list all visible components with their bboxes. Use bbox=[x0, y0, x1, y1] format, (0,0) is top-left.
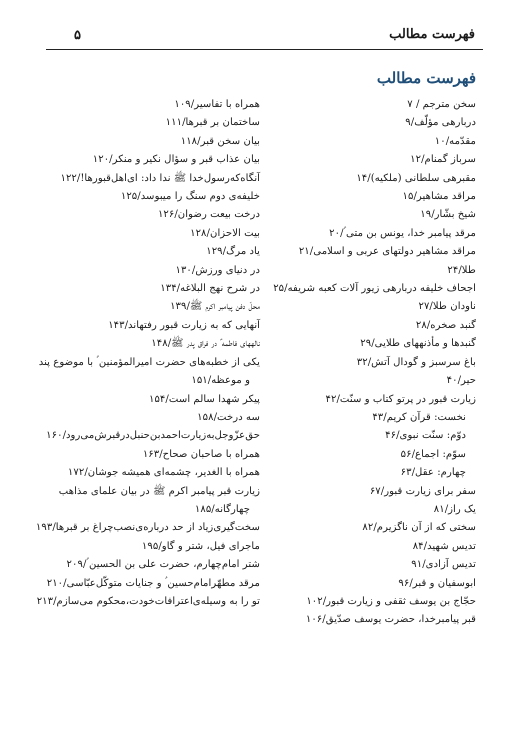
toc-entry: قبر پیامبرخدا، حضرت یوسف صدّیق/۱۰۶ bbox=[305, 614, 476, 626]
toc-entry: گنبدها و مأذنههای طلایی/۲۹ bbox=[360, 338, 476, 350]
toc-entry: یک راز/۸۱ bbox=[433, 503, 476, 515]
toc-entry: همراه با تفاسیر/۱۰۹ bbox=[174, 99, 260, 110]
toc-entry: درخت بیعت رضوان/۱۲۶ bbox=[157, 209, 260, 221]
toc-entry: مراقد مشاهیر دولتهای عربی و اسلامی/۲۱ bbox=[298, 246, 476, 258]
toc-entry: ناودان طلا/۲۷ bbox=[418, 301, 476, 313]
toc-entry: تدیس شهید/۸۴ bbox=[412, 540, 476, 552]
section-heading: فهرست مطالب bbox=[376, 69, 476, 87]
toc-entry: ماجرای فیل، شتر و گاو/۱۹۵ bbox=[141, 540, 260, 552]
toc-entry: شیخ بشّار/۱۹ bbox=[420, 209, 476, 221]
toc-entry: پیکر شهدا سالم است/۱۵۴ bbox=[148, 393, 260, 405]
toc-entry: همراه با الغدیر، چشمه‌ای همیشه جوشان/۱۷۲ bbox=[67, 467, 260, 479]
toc-entry: دوّم: سنّت نبوی/۴۶ bbox=[385, 430, 466, 442]
toc-entry: سفر برای زیارت قبور/۶۷ bbox=[369, 485, 476, 497]
toc-entry: نالههای فاطمه ؑ در فراق پدر ﷺ/۱۴۸ bbox=[151, 338, 260, 350]
toc-entry: زیارت قبور در پرتو کتاب و سنّت/۴۲ bbox=[325, 393, 476, 405]
toc-entry: حق‌عزّوجل‌به‌زیارت‌احمدبن‌حنبل‌در‌قبرش‌می‌رود/۱۶۰ bbox=[46, 430, 260, 442]
toc-entry: ساختمان بر قبرها/۱۱۱ bbox=[165, 117, 260, 129]
toc-column-left bbox=[35, 96, 260, 611]
toc-entry: سختی که از آن ناگزیرم/۸۲ bbox=[362, 522, 476, 534]
toc-entry: بیان عذاب قبر و سؤال نکیر و منکر/۱۲۰ bbox=[92, 154, 260, 166]
toc-entry: حجّاج بن یوسف ثقفی و زیارت قبور/۱۰۲ bbox=[306, 595, 476, 607]
header-rule bbox=[46, 49, 483, 50]
toc-entry: سوّم: اجماع/۵۶ bbox=[400, 448, 466, 460]
toc-entry: تدیس آزادی/۹۱ bbox=[411, 559, 476, 571]
toc-entry: مقدّمه/۱۰ bbox=[434, 135, 476, 147]
toc-entry: مراقد مشاهیر/۱۵ bbox=[402, 191, 476, 203]
toc-entry: یکی از خطبه‌های حضرت امیرالمؤمنین ؑ با موضوع پند bbox=[38, 356, 260, 368]
toc-entry: تو را به وسیله‌ی‌اعترافات‌خودت،محکوم‌ می‌سازم/۲۱۳ bbox=[36, 595, 260, 607]
toc-entry: چهارم: عقل/۶۳ bbox=[400, 467, 466, 479]
toc-entry: شتر امام‌چهارم، حضرت علی بن الحسین ؑ/۲۰۹ bbox=[66, 559, 260, 571]
toc-entry: گنبد صخره/۲۸ bbox=[415, 319, 476, 331]
toc-entry: زیارت قبر پیامبر اکرم ﷺ در بیان علمای مذاهب bbox=[58, 485, 260, 497]
toc-entry: مقبرهی سلطانی (ملکیه)/۱۴ bbox=[356, 172, 476, 184]
toc-entry: دربارهی مؤلّف/۹ bbox=[405, 117, 476, 129]
page-number: ۵ bbox=[74, 28, 81, 43]
toc-entry: در شرح نهج البلاغه/۱۳۴ bbox=[160, 283, 260, 295]
toc-entry: مرقد پیامبر خدا، یونس بن متی ؑ/۲۰ bbox=[329, 227, 476, 239]
toc-entry: مرقد مطهّرامام‌حسین ؑ و جنایات متوکّل‌عبّاسی/۲۱۰ bbox=[46, 577, 260, 589]
toc-column-right bbox=[273, 96, 476, 630]
running-header-title: فهرست مطالب bbox=[389, 27, 475, 42]
toc-entry: همراه با صاحبان صحاح/۱۶۳ bbox=[142, 448, 260, 460]
toc-entry: در دنیای ورزش/۱۳۰ bbox=[175, 264, 260, 276]
toc-entry: بیت الاحزان/۱۲۸ bbox=[190, 227, 260, 239]
toc-entry: سرباز گمنام/۱۲ bbox=[410, 154, 476, 166]
toc-entry: اجحاف خلیفه دربارهی زیور آلات کعبه شریفه/۲۵ bbox=[273, 283, 476, 295]
toc-entry: محلّ دفن پیامبر اکرم ﷺ/۱۳۹ bbox=[170, 301, 260, 313]
toc-entry: طلا/۲۴ bbox=[447, 264, 476, 276]
toc-entry: سه درخت/۱۵۸ bbox=[197, 411, 260, 423]
toc-entry: سخن مترجم / ۷ bbox=[407, 99, 476, 110]
toc-entry: بیان سخن قبر/۱۱۸ bbox=[180, 135, 260, 147]
toc-entry: سخت‌گیری‌زیاد از حد درباره‌ی‌نصب‌چراغ بر قبرها/۱۹۳ bbox=[35, 522, 260, 534]
toc-entry: ابوسفیان و قبر/۹۶ bbox=[398, 577, 476, 589]
toc-entry: چهارگانه/۱۸۵ bbox=[194, 503, 250, 515]
toc-entry: آنگاه‌که‌رسول‌خدا ﷺ ندا داد‌: ای‌اهل‌قبورها!/۱۲۲ bbox=[60, 172, 260, 184]
toc-entry: آنهایی که به زیارت قبور رفتهاند/۱۴۳ bbox=[108, 319, 260, 331]
toc-entry: نخست: قرآن کریم/۴۳ bbox=[372, 411, 466, 423]
toc-entry: و موعظه/۱۵۱ bbox=[191, 375, 250, 387]
toc-entry: حیر/۴۰ bbox=[446, 375, 476, 387]
toc-entry: باغ سرسبز و گودال آتش/۳۲ bbox=[356, 356, 476, 368]
toc-entry: یاد مرگ/۱۲۹ bbox=[206, 246, 260, 258]
toc-entry: خلیفه‌ی دوم سنگ را میبوسد/۱۲۵ bbox=[120, 191, 260, 203]
